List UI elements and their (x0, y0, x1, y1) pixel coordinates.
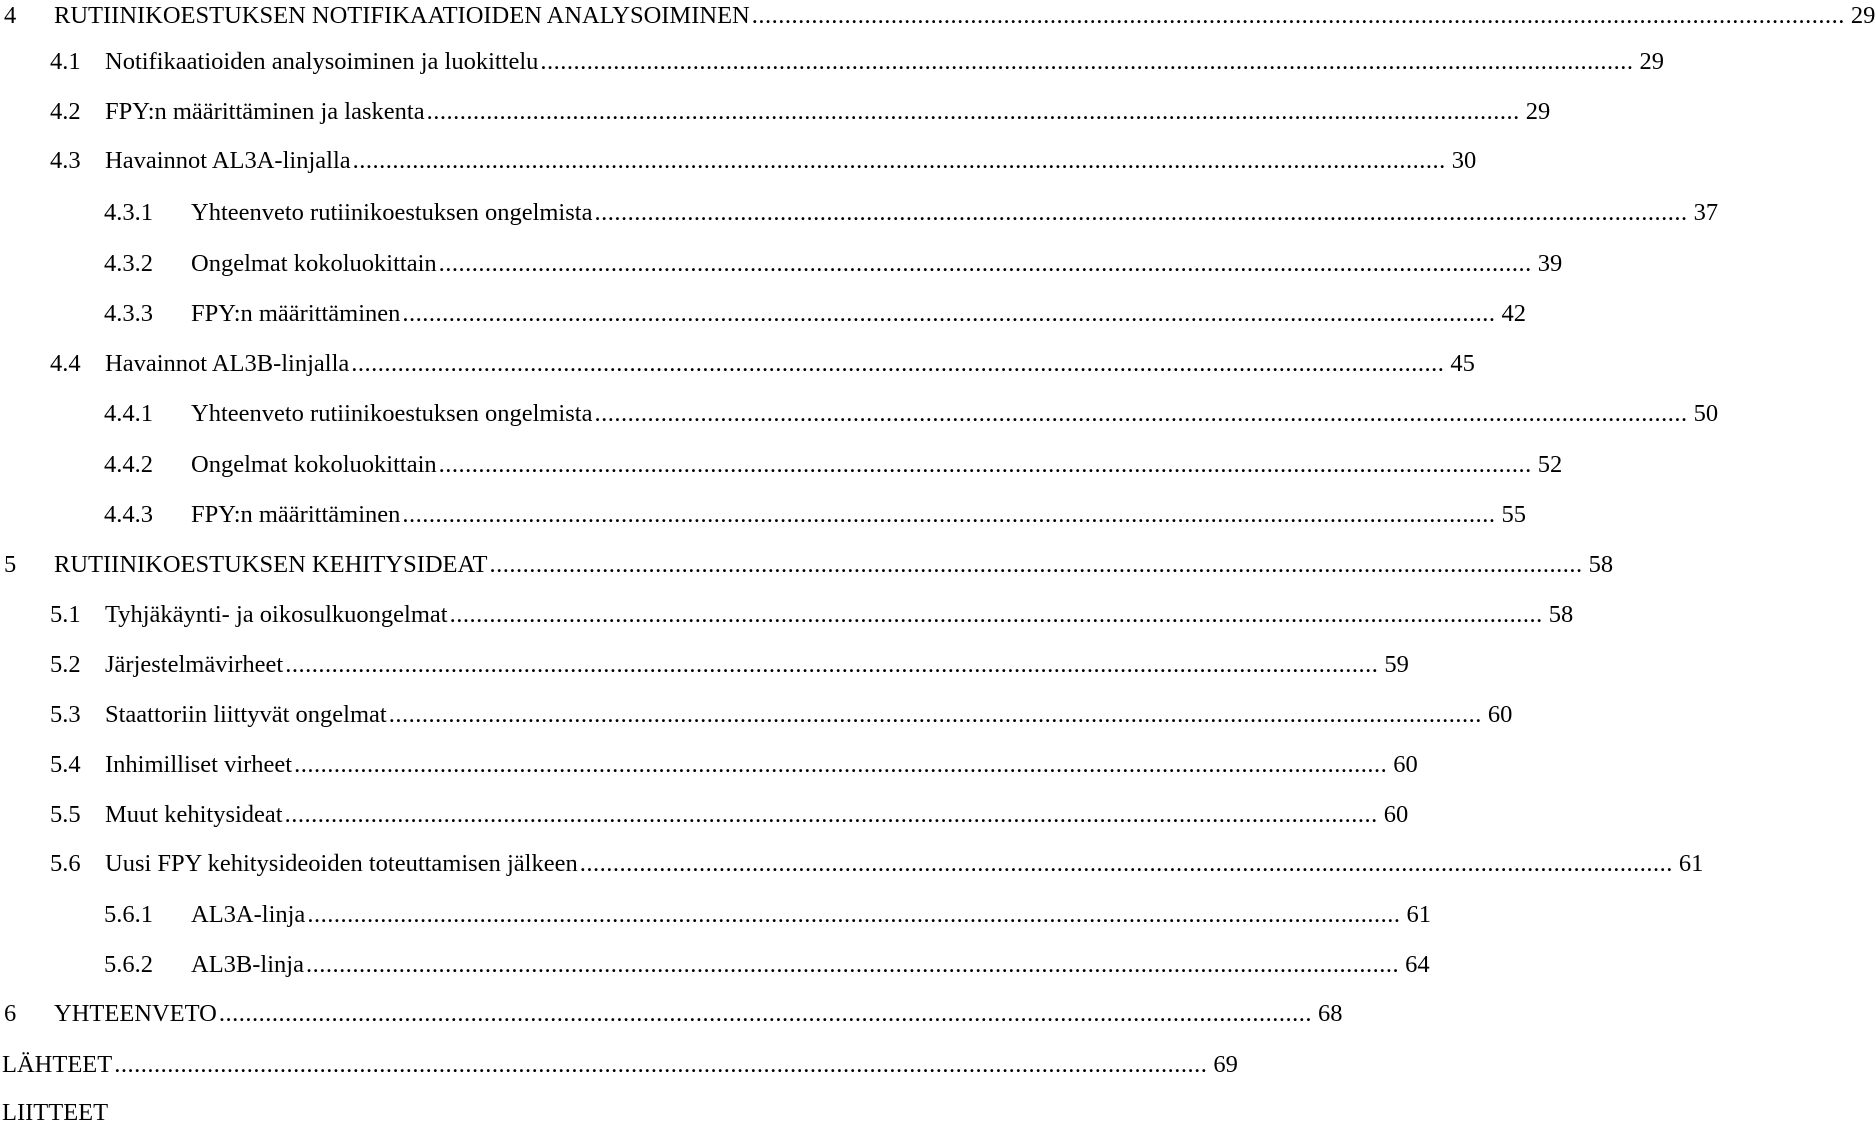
toc-entry-page: 61 (1406, 901, 1431, 928)
toc-entry[interactable] (0, 545, 1614, 585)
toc-dot-leader: ..................................................................................................................................................................... (114, 1051, 1208, 1078)
toc-entry-number: 4 (4, 2, 17, 29)
toc-entry-title: Uusi FPY kehitysideoiden toteuttamisen jälkeen (105, 850, 578, 877)
toc-dot-leader: ..................................................................................................................................................................... (438, 250, 1532, 277)
toc-entry-page: 55 (1501, 501, 1526, 528)
toc-entry-title: LIITTEET (2, 1099, 109, 1126)
toc-dot-leader: ..................................................................................................................................................................... (402, 300, 1496, 327)
toc-entry-number: 5.2 (50, 651, 81, 678)
toc-entry[interactable] (0, 1093, 958, 1133)
toc-entry[interactable] (0, 844, 1704, 884)
toc-dot-leader: ..................................................................................................................................................................... (351, 350, 1445, 377)
toc-entry[interactable] (0, 595, 1574, 635)
toc-entry-page: 52 (1537, 451, 1563, 478)
toc-dot-leader: ..................................................................................................................................................................... (594, 199, 1688, 226)
toc-dot-leader: ..................................................................................................................................................................... (218, 1000, 1312, 1027)
toc-entry-title: Järjestelmävirheet (105, 651, 284, 678)
toc-entry[interactable] (0, 294, 1526, 334)
toc-dot-leader: ..................................................................................................................................................................... (426, 98, 1520, 125)
toc-entry-title: Muut kehitysideat (105, 801, 283, 828)
toc-entry-title: FPY:n määrittäminen (191, 501, 401, 528)
toc-entry-title: LÄHTEET (2, 1051, 113, 1078)
toc-entry[interactable] (0, 42, 1665, 82)
toc-entry-page: 61 (1678, 850, 1704, 877)
toc-entry[interactable] (0, 0, 1875, 36)
toc-dot-leader: ..................................................................................................................................................................... (294, 751, 1388, 778)
toc-entry-page: 64 (1405, 951, 1430, 978)
toc-entry-title: Ongelmat kokoluokittain (191, 451, 437, 478)
toc-entry[interactable] (0, 193, 1719, 233)
toc-entry-page: 29 (1525, 98, 1551, 125)
toc-entry-number: 5.5 (50, 801, 81, 828)
toc-entry-number: 4.4.2 (104, 451, 153, 478)
toc-dot-leader: ..................................................................................................................................................................... (305, 951, 1400, 978)
toc-entry-title: RUTIINIKOESTUKSEN NOTIFIKAATIOIDEN ANALYSOIMINEN (54, 2, 750, 29)
toc-dot-leader: ..................................................................................................................................................................... (489, 551, 1583, 578)
toc-entry-title: RUTIINIKOESTUKSEN KEHITYSIDEAT (54, 551, 488, 578)
toc-entry[interactable] (0, 895, 1431, 935)
toc-dot-leader: ..................................................................................................................................................................... (579, 850, 1673, 877)
toc-entry[interactable] (0, 645, 1409, 685)
toc-entry-number: 4.3.2 (104, 250, 153, 277)
toc-entry-number: 4.4.1 (104, 400, 153, 427)
toc-entry-page: 60 (1487, 701, 1513, 728)
toc-entry[interactable] (0, 994, 1343, 1034)
toc-entry[interactable] (0, 141, 1477, 181)
toc-entry-page: 29 (1639, 48, 1665, 75)
toc-entry-number: 5.3 (50, 701, 81, 728)
toc-entry-title: FPY:n määrittäminen (191, 300, 401, 327)
toc-entry[interactable] (0, 745, 1418, 785)
toc-entry-number: 5.6 (50, 850, 81, 877)
toc-entry-title: AL3A-linja (191, 901, 306, 928)
toc-dot-leader: ..................................................................................................................................................................... (438, 451, 1532, 478)
toc-entry-page: 45 (1450, 350, 1475, 377)
toc-dot-leader: ..................................................................................................................................................................... (540, 48, 1634, 75)
toc-entry-title: FPY:n määrittäminen ja laskenta (105, 98, 425, 125)
toc-entry-page: 58 (1548, 601, 1574, 628)
toc-entry-page: 42 (1501, 300, 1526, 327)
toc-entry[interactable] (0, 495, 1526, 535)
toc-entry[interactable] (0, 445, 1563, 485)
toc-entry[interactable] (0, 394, 1719, 434)
toc-entry[interactable] (0, 1045, 1238, 1085)
toc-entry-number: 5 (4, 551, 17, 578)
toc-dot-leader: ..................................................................................................................................................................... (352, 147, 1446, 174)
toc-dot-leader: ..................................................................................................................................................................... (284, 801, 1378, 828)
toc-entry-page: 39 (1537, 250, 1563, 277)
toc-entry-number: 4.3.3 (104, 300, 153, 327)
toc-entry-page: 30 (1451, 147, 1477, 174)
toc-entry-number: 4.4.3 (104, 501, 153, 528)
toc-entry-number: 5.4 (50, 751, 81, 778)
toc-entry-page: 37 (1693, 199, 1719, 226)
toc-entry-number: 4.1 (50, 48, 81, 75)
toc-entry-title: Inhimilliset virheet (105, 751, 293, 778)
toc-entry-number: 5.6.2 (104, 951, 153, 978)
toc-entry-number: 5.1 (50, 601, 81, 628)
toc-entry-number: 5.6.1 (104, 901, 153, 928)
toc-entry-title: Yhteenveto rutiinikoestuksen ongelmista (191, 199, 593, 226)
toc-dot-leader: ..................................................................................................................................................................... (285, 651, 1379, 678)
toc-dot-leader: ..................................................................................................................................................................... (402, 501, 1496, 528)
toc-entry-number: 4.2 (50, 98, 81, 125)
toc-entry-number: 6 (4, 1000, 17, 1027)
toc-entry-number: 4.4 (50, 350, 81, 377)
toc-dot-leader: ..................................................................................................................................................................... (388, 701, 1482, 728)
toc-entry-number: 4.3.1 (104, 199, 153, 226)
toc-entry-title: Tyhjäkäynti- ja oikosulkuongelmat (105, 601, 448, 628)
toc-entry-page: 59 (1384, 651, 1409, 678)
toc-entry-title: Ongelmat kokoluokittain (191, 250, 437, 277)
toc-entry-page: 69 (1213, 1051, 1238, 1078)
toc-entry-title: Notifikaatioiden analysoiminen ja luokittelu (105, 48, 539, 75)
toc-entry-page: 29 (1850, 2, 1875, 29)
toc-entry-page: 58 (1588, 551, 1614, 578)
toc-dot-leader: ..................................................................................................................................................................... (307, 901, 1401, 928)
toc-entry-title: AL3B-linja (191, 951, 304, 978)
toc-entry[interactable] (0, 244, 1563, 284)
toc-entry-page: 60 (1383, 801, 1409, 828)
toc-entry-page: 50 (1693, 400, 1719, 427)
toc-entry[interactable] (0, 92, 1551, 132)
toc-entry-page: 68 (1317, 1000, 1343, 1027)
toc-entry-title: Staattoriin liittyvät ongelmat (105, 701, 387, 728)
toc-dot-leader: ..................................................................................................................................................................... (594, 400, 1688, 427)
toc-entry[interactable] (0, 945, 1430, 985)
toc-entry[interactable] (0, 344, 1475, 384)
toc-entry-title: Havainnot AL3A-linjalla (105, 147, 351, 174)
toc-entry-title: Havainnot AL3B-linjalla (105, 350, 350, 377)
toc-entry-number: 4.3 (50, 147, 81, 174)
toc-entry[interactable] (0, 795, 1409, 835)
toc-dot-leader: ..................................................................................................................................................................... (751, 2, 1845, 29)
toc-entry[interactable] (0, 695, 1513, 735)
toc-entry-page: 60 (1393, 751, 1418, 778)
toc-entry-title: YHTEENVETO (54, 1000, 217, 1027)
toc-entry-title: Yhteenveto rutiinikoestuksen ongelmista (191, 400, 593, 427)
toc-dot-leader: ..................................................................................................................................................................... (449, 601, 1543, 628)
